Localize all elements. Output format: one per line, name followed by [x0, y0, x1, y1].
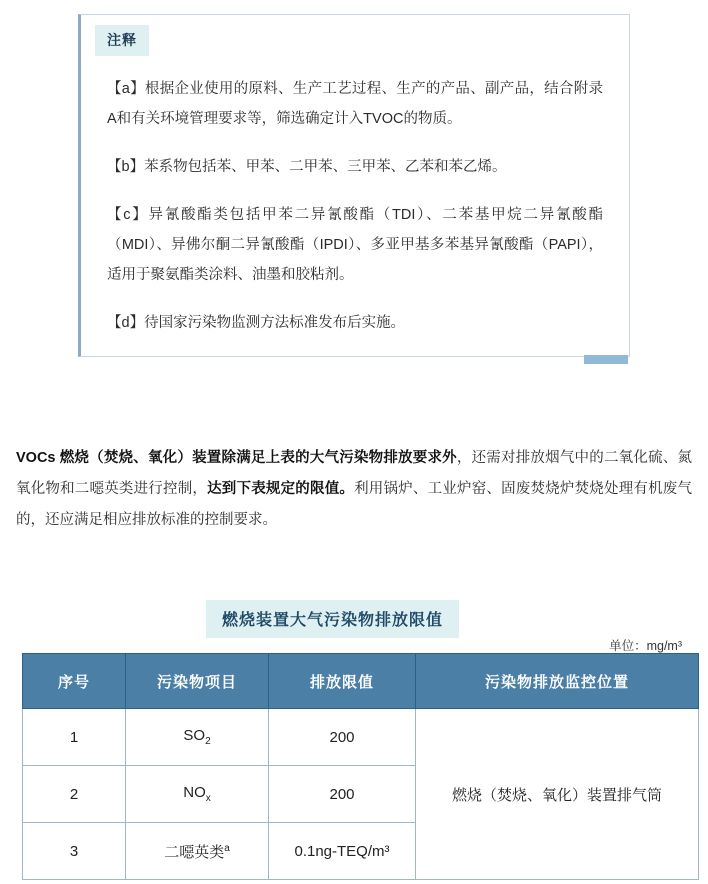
- decorative-accent-bar: [584, 355, 628, 364]
- cell-monitoring-position: 燃烧（焚烧、氧化）装置排气筒: [416, 709, 699, 880]
- cell-item-text: 二噁英类: [164, 843, 225, 861]
- body-paragraph: [16, 443, 692, 536]
- cell-limit: 200: [269, 709, 416, 766]
- table-row: [23, 709, 699, 766]
- column-header-item: 污染物项目: [126, 654, 269, 709]
- table-heading: 燃烧装置大气污染物排放限值: [206, 600, 459, 638]
- cell-item-subscript: x: [205, 793, 211, 804]
- cell-item: [126, 766, 269, 823]
- cell-limit: 0.1ng-TEQ/m³: [269, 823, 416, 880]
- notes-title: 注释: [95, 25, 149, 56]
- column-header-position: 污染物排放监控位置: [416, 654, 699, 709]
- table-body: [23, 709, 699, 880]
- cell-item-subscript: 2: [205, 736, 211, 747]
- note-item: 【a】根据企业使用的原料、生产工艺过程、生产的产品、副产品，结合附录A和有关环境管理要求等，筛选确定计入TVOC的物质。: [107, 81, 603, 127]
- cell-no: 3: [23, 823, 126, 880]
- paragraph-text-2: 利用锅炉、工业炉窑、固废焚烧炉焚烧处理有机废气的，还应满足相应排放标准的控制要求。: [16, 481, 693, 528]
- paragraph-bold-lead: VOCs 燃烧（焚烧、氧化）装置除满足上表的大气污染物排放要求外: [16, 450, 457, 466]
- cell-item: [126, 709, 269, 766]
- cell-item: [126, 823, 269, 880]
- cell-item-text: NO: [183, 784, 206, 801]
- paragraph-text-1: ，还需对排放烟气中的二氧化硫、氮氧化物和二噁英类进行控制，: [16, 450, 693, 497]
- note-item: 【b】苯系物包括苯、甲苯、二甲苯、三甲苯、乙苯和苯乙烯。: [107, 159, 507, 175]
- note-item: 【d】待国家污染物监测方法标准发布后实施。: [107, 315, 406, 331]
- table-header: [23, 654, 699, 709]
- cell-item-text: SO: [183, 727, 206, 744]
- cell-no: 1: [23, 709, 126, 766]
- cell-limit: 200: [269, 766, 416, 823]
- emission-limits-table: [22, 653, 699, 880]
- column-header-limit: 排放限值: [269, 654, 416, 709]
- column-header-no: 序号: [23, 654, 126, 709]
- cell-no: 2: [23, 766, 126, 823]
- paragraph-bold-mid: 达到下表规定的限值。: [207, 481, 355, 497]
- note-item: 【c】异氰酸酯类包括甲苯二异氰酸酯（TDI）、二苯基甲烷二异氰酸酯（MDI）、异佛尔酮二异氰酸酯（IPDI）、多亚甲基多苯基异氰酸酯（PAPI），适用于聚氨酯类涂料、油墨和胶粘剂。: [107, 207, 603, 283]
- cell-item-footnote-marker: a: [224, 842, 230, 854]
- table-unit-label: 单位：mg/m³: [609, 639, 682, 653]
- notes-panel: [78, 14, 630, 357]
- table-header-row: [23, 654, 699, 709]
